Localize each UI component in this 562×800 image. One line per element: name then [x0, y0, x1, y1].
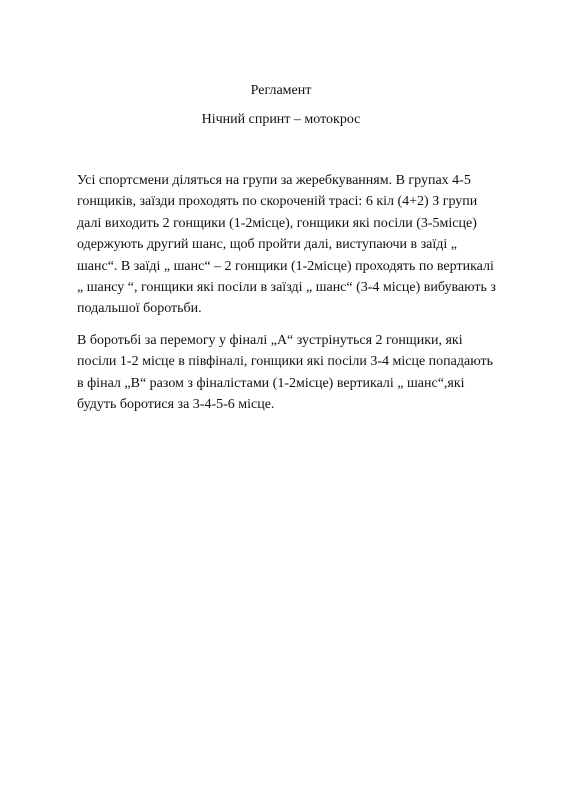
paragraph-final: В боротьбі за перемогу у фіналі „А“ зустрінуться 2 гонщики, які посіли 1-2 місце в півфіналі, гонщики які посіли 3-4 місце попадають в фінал „В“ разом з фіналістами (1-2місце) вертикалі „ шанс“,які будуть боротися за 3-4-5-6 місце.: [77, 332, 493, 413]
document-subheading: Нічний спринт – мотокрос: [201, 112, 361, 127]
document-body: [77, 170, 497, 425]
document-heading: Регламент: [250, 83, 312, 98]
paragraph-groups: Усі спортсмени діляться на групи за жеребкуванням. В групах 4-5 гонщиків, заїзди проходять по скороченій трасі: 6 кіл (4+2) З групи далі виходить 2 гонщики (1-2місце), гонщики які посіли (3-5місце) одержують другий шанс, щоб пройти далі, виступаючи в заїді „ шанс“. В заїді „ шанс“ – 2 гонщики (1-2місце) проходять по вертикалі „ шансу “, гонщики які посіли в заїзді „ шанс“ (3-4 місце) вибувають з подальшої боротьби.: [77, 173, 496, 317]
